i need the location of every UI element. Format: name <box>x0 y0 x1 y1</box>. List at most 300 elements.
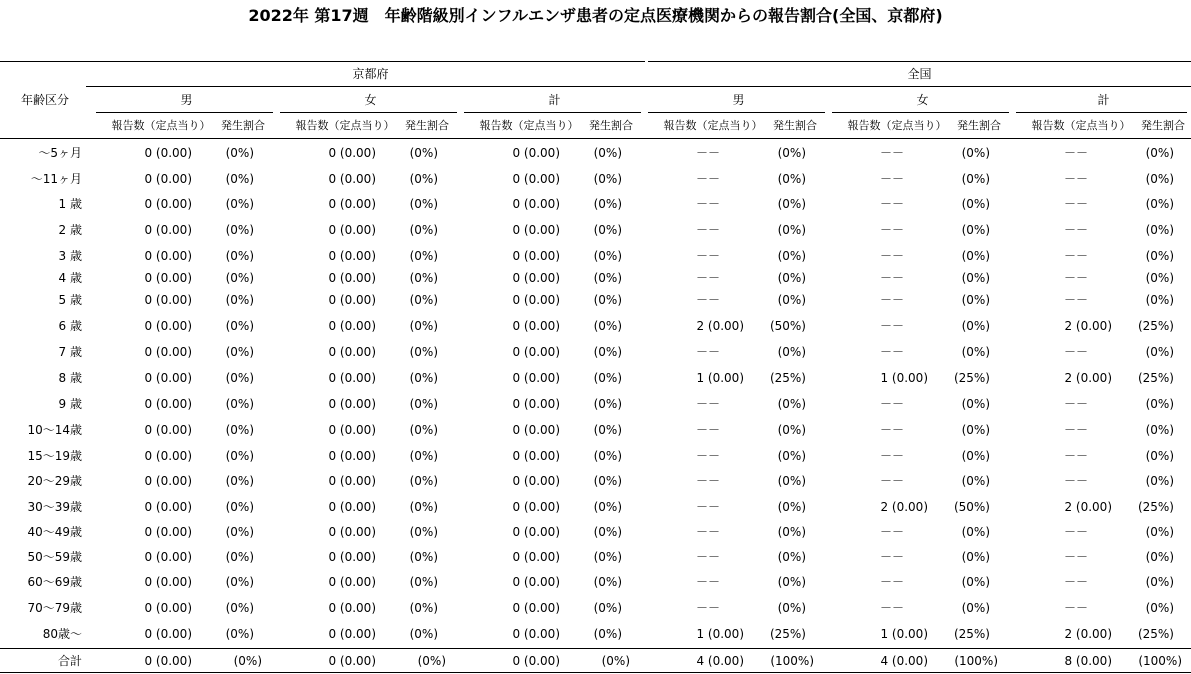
report-count: －－ <box>1063 423 1088 437</box>
sub-header-report: 報告数（定点当り） <box>1031 119 1131 132</box>
report-count: 0 (0.00) <box>144 449 192 463</box>
age-label: 60〜69歳 <box>27 575 82 589</box>
occurrence-rate: (0%) <box>593 525 622 539</box>
sex-header: 女 <box>364 93 377 107</box>
occurrence-rate: (0%) <box>225 146 254 160</box>
report-count: －－ <box>695 293 720 307</box>
occurrence-rate: (0%) <box>593 371 622 385</box>
sex-header: 男 <box>732 93 745 107</box>
report-count: 0 (0.00) <box>512 172 560 186</box>
report-count: －－ <box>879 525 904 539</box>
occurrence-rate: (0%) <box>225 319 254 333</box>
report-count: －－ <box>879 449 904 463</box>
occurrence-rate: (0%) <box>225 423 254 437</box>
report-count: 0 (0.00) <box>144 172 192 186</box>
report-count: 0 (0.00) <box>512 249 560 263</box>
occurrence-rate: (50%) <box>953 500 990 514</box>
report-count: 0 (0.00) <box>144 371 192 385</box>
report-count: 0 (0.00) <box>144 627 192 641</box>
age-label: 6 歳 <box>58 319 82 333</box>
occurrence-rate: (0%) <box>1145 474 1174 488</box>
sub-header-rate: 発生割合 <box>221 119 265 132</box>
occurrence-rate: (0%) <box>409 293 438 307</box>
occurrence-rate: (0%) <box>777 601 806 615</box>
occurrence-rate: (0%) <box>777 249 806 263</box>
occurrence-rate: (0%) <box>409 249 438 263</box>
occurrence-rate: (0%) <box>409 197 438 211</box>
report-count: －－ <box>879 397 904 411</box>
report-count: －－ <box>695 271 720 285</box>
age-label: 40〜49歳 <box>27 525 82 539</box>
occurrence-rate: (0%) <box>593 575 622 589</box>
occurrence-rate: (0%) <box>409 423 438 437</box>
report-count: 0 (0.00) <box>512 223 560 237</box>
report-count: 0 (0.00) <box>512 271 560 285</box>
report-count: 0 (0.00) <box>144 223 192 237</box>
occurrence-rate: (0%) <box>1145 293 1174 307</box>
report-count: 0 (0.00) <box>144 146 192 160</box>
report-count: －－ <box>879 223 904 237</box>
sub-header-report: 報告数（定点当り） <box>295 119 395 132</box>
report-count: －－ <box>695 525 720 539</box>
occurrence-rate: (0%) <box>1145 249 1174 263</box>
age-label: 1 歳 <box>58 197 82 211</box>
occurrence-rate: (0%) <box>593 197 622 211</box>
report-count: 0 (0.00) <box>144 397 192 411</box>
occurrence-rate: (0%) <box>409 627 438 641</box>
age-label: 10〜14歳 <box>27 423 82 437</box>
report-count: －－ <box>1063 249 1088 263</box>
report-count: －－ <box>695 197 720 211</box>
occurrence-rate: (50%) <box>769 319 806 333</box>
occurrence-rate: (0%) <box>409 319 438 333</box>
report-count: 0 (0.00) <box>144 293 192 307</box>
report-count: 1 (0.00) <box>880 371 928 385</box>
occurrence-rate: (0%) <box>593 449 622 463</box>
report-count: －－ <box>1063 345 1088 359</box>
occurrence-rate: (0%) <box>777 172 806 186</box>
occurrence-rate: (25%) <box>769 371 806 385</box>
report-count: 0 (0.00) <box>144 319 192 333</box>
occurrence-rate: (0%) <box>777 293 806 307</box>
occurrence-rate: (0%) <box>593 146 622 160</box>
occurrence-rate: (0%) <box>1145 550 1174 564</box>
report-count: 2 (0.00) <box>1064 627 1112 641</box>
occurrence-rate: (25%) <box>953 371 990 385</box>
occurrence-rate: (0%) <box>961 449 990 463</box>
report-count: －－ <box>1063 525 1088 539</box>
total-report-count: 0 (0.00) <box>512 654 560 668</box>
occurrence-rate: (0%) <box>225 271 254 285</box>
sub-header-rate: 発生割合 <box>405 119 449 132</box>
total-report-count: 4 (0.00) <box>696 654 744 668</box>
occurrence-rate: (0%) <box>225 601 254 615</box>
occurrence-rate: (0%) <box>1145 271 1174 285</box>
report-count: 0 (0.00) <box>144 500 192 514</box>
occurrence-rate: (0%) <box>409 575 438 589</box>
report-count: －－ <box>695 500 720 514</box>
age-label: 9 歳 <box>58 397 82 411</box>
report-count: －－ <box>1063 575 1088 589</box>
occurrence-rate: (0%) <box>777 575 806 589</box>
report-count: 0 (0.00) <box>328 293 376 307</box>
occurrence-rate: (25%) <box>1137 627 1174 641</box>
sub-header-rate: 発生割合 <box>1141 119 1185 132</box>
occurrence-rate: (25%) <box>1137 500 1174 514</box>
total-occurrence-rate: (100%) <box>770 654 814 668</box>
sub-header-report: 報告数（定点当り） <box>111 119 211 132</box>
occurrence-rate: (0%) <box>961 575 990 589</box>
report-count: 0 (0.00) <box>512 575 560 589</box>
age-label: 20〜29歳 <box>27 474 82 488</box>
occurrence-rate: (0%) <box>225 550 254 564</box>
sub-header-report: 報告数（定点当り） <box>479 119 579 132</box>
occurrence-rate: (0%) <box>961 601 990 615</box>
sex-header: 計 <box>548 93 561 107</box>
region-rule <box>638 86 1191 87</box>
sub-header-report: 報告数（定点当り） <box>847 119 947 132</box>
report-count: 0 (0.00) <box>328 627 376 641</box>
occurrence-rate: (0%) <box>1145 601 1174 615</box>
report-count: 0 (0.00) <box>328 271 376 285</box>
report-count: 0 (0.00) <box>512 601 560 615</box>
occurrence-rate: (0%) <box>409 345 438 359</box>
report-count: －－ <box>879 146 904 160</box>
report-count: 0 (0.00) <box>512 627 560 641</box>
occurrence-rate: (0%) <box>409 525 438 539</box>
age-label: 〜11ヶ月 <box>30 172 82 186</box>
occurrence-rate: (0%) <box>961 319 990 333</box>
occurrence-rate: (0%) <box>225 223 254 237</box>
sex-rule <box>96 112 273 113</box>
report-count: 0 (0.00) <box>512 449 560 463</box>
occurrence-rate: (0%) <box>593 345 622 359</box>
region-header: 京都府 <box>352 67 389 81</box>
occurrence-rate: (0%) <box>593 293 622 307</box>
report-count: －－ <box>695 345 720 359</box>
occurrence-rate: (0%) <box>1145 197 1174 211</box>
report-count: 1 (0.00) <box>880 627 928 641</box>
report-count: 0 (0.00) <box>512 525 560 539</box>
occurrence-rate: (0%) <box>409 397 438 411</box>
report-count: 0 (0.00) <box>512 550 560 564</box>
sub-header-report: 報告数（定点当り） <box>663 119 763 132</box>
occurrence-rate: (0%) <box>777 474 806 488</box>
occurrence-rate: (0%) <box>961 550 990 564</box>
report-count: －－ <box>879 271 904 285</box>
report-count: 0 (0.00) <box>144 525 192 539</box>
report-count: 0 (0.00) <box>512 197 560 211</box>
occurrence-rate: (0%) <box>777 271 806 285</box>
total-occurrence-rate: (100%) <box>954 654 998 668</box>
occurrence-rate: (0%) <box>225 525 254 539</box>
sub-header-rate: 発生割合 <box>957 119 1001 132</box>
report-count: －－ <box>879 249 904 263</box>
occurrence-rate: (0%) <box>225 449 254 463</box>
report-count: －－ <box>695 474 720 488</box>
age-label: 8 歳 <box>58 371 82 385</box>
occurrence-rate: (0%) <box>961 172 990 186</box>
report-count: －－ <box>879 423 904 437</box>
report-count: －－ <box>1063 601 1088 615</box>
occurrence-rate: (0%) <box>593 223 622 237</box>
report-count: 0 (0.00) <box>144 197 192 211</box>
occurrence-rate: (0%) <box>777 449 806 463</box>
report-count: －－ <box>695 249 720 263</box>
occurrence-rate: (0%) <box>225 249 254 263</box>
age-label: 2 歳 <box>58 223 82 237</box>
total-occurrence-rate: (100%) <box>1138 654 1182 668</box>
occurrence-rate: (0%) <box>1145 575 1174 589</box>
age-label: 7 歳 <box>58 345 82 359</box>
page-title: 2022年 第17週 年齢階級別インフルエンザ患者の定点医療機関からの報告割合(全国、京都府) <box>248 6 943 25</box>
report-count: －－ <box>1063 449 1088 463</box>
sub-header-rate: 発生割合 <box>773 119 817 132</box>
age-label: 〜5ヶ月 <box>38 146 82 160</box>
report-count: 0 (0.00) <box>328 371 376 385</box>
occurrence-rate: (0%) <box>593 500 622 514</box>
header-bottom-rule <box>0 138 1191 139</box>
occurrence-rate: (0%) <box>593 172 622 186</box>
total-report-count: 4 (0.00) <box>880 654 928 668</box>
sex-rule <box>832 112 1009 113</box>
occurrence-rate: (0%) <box>409 601 438 615</box>
occurrence-rate: (0%) <box>225 371 254 385</box>
report-count: 0 (0.00) <box>328 146 376 160</box>
age-label: 4 歳 <box>58 271 82 285</box>
report-count: 0 (0.00) <box>144 249 192 263</box>
report-count: 1 (0.00) <box>696 371 744 385</box>
report-count: －－ <box>879 601 904 615</box>
occurrence-rate: (0%) <box>961 525 990 539</box>
occurrence-rate: (0%) <box>409 223 438 237</box>
occurrence-rate: (0%) <box>409 271 438 285</box>
sex-rule <box>464 112 641 113</box>
occurrence-rate: (0%) <box>409 500 438 514</box>
report-count: 0 (0.00) <box>512 397 560 411</box>
occurrence-rate: (0%) <box>961 345 990 359</box>
report-count: 2 (0.00) <box>1064 371 1112 385</box>
sex-header: 計 <box>1097 93 1110 107</box>
occurrence-rate: (0%) <box>777 345 806 359</box>
occurrence-rate: (0%) <box>593 550 622 564</box>
occurrence-rate: (0%) <box>593 319 622 333</box>
report-count: 0 (0.00) <box>328 525 376 539</box>
occurrence-rate: (0%) <box>225 474 254 488</box>
occurrence-rate: (25%) <box>1137 371 1174 385</box>
occurrence-rate: (0%) <box>961 223 990 237</box>
occurrence-rate: (0%) <box>777 500 806 514</box>
occurrence-rate: (0%) <box>409 146 438 160</box>
total-occurrence-rate: (0%) <box>417 654 446 668</box>
report-count: 0 (0.00) <box>328 397 376 411</box>
report-count: 0 (0.00) <box>328 223 376 237</box>
occurrence-rate: (0%) <box>1145 423 1174 437</box>
sex-rule <box>648 112 825 113</box>
occurrence-rate: (0%) <box>1145 345 1174 359</box>
occurrence-rate: (0%) <box>225 293 254 307</box>
report-count: －－ <box>695 423 720 437</box>
occurrence-rate: (0%) <box>225 575 254 589</box>
report-count: －－ <box>695 172 720 186</box>
occurrence-rate: (0%) <box>225 627 254 641</box>
bottom-rule <box>0 672 1191 673</box>
report-count: －－ <box>879 345 904 359</box>
report-count: 0 (0.00) <box>328 319 376 333</box>
age-label: 5 歳 <box>58 293 82 307</box>
report-count: 0 (0.00) <box>328 575 376 589</box>
sex-header: 女 <box>916 93 929 107</box>
occurrence-rate: (25%) <box>1137 319 1174 333</box>
occurrence-rate: (0%) <box>961 397 990 411</box>
report-count: 0 (0.00) <box>512 371 560 385</box>
report-count: －－ <box>1063 172 1088 186</box>
report-count: －－ <box>695 550 720 564</box>
occurrence-rate: (0%) <box>1145 525 1174 539</box>
report-count: －－ <box>879 197 904 211</box>
report-count: 0 (0.00) <box>512 319 560 333</box>
occurrence-rate: (0%) <box>593 474 622 488</box>
occurrence-rate: (0%) <box>593 249 622 263</box>
occurrence-rate: (0%) <box>1145 449 1174 463</box>
header-top-rule <box>0 61 645 62</box>
report-count: 2 (0.00) <box>880 500 928 514</box>
occurrence-rate: (0%) <box>777 423 806 437</box>
header-top-rule <box>648 61 1191 62</box>
occurrence-rate: (0%) <box>225 197 254 211</box>
report-count: －－ <box>1063 271 1088 285</box>
occurrence-rate: (0%) <box>777 525 806 539</box>
occurrence-rate: (0%) <box>961 474 990 488</box>
occurrence-rate: (0%) <box>409 371 438 385</box>
occurrence-rate: (0%) <box>961 293 990 307</box>
report-count: 0 (0.00) <box>512 474 560 488</box>
report-count: 1 (0.00) <box>696 627 744 641</box>
sex-rule <box>1016 112 1187 113</box>
report-count: －－ <box>695 449 720 463</box>
report-count: 0 (0.00) <box>512 293 560 307</box>
report-count: 0 (0.00) <box>512 345 560 359</box>
occurrence-rate: (0%) <box>225 397 254 411</box>
report-count: 0 (0.00) <box>144 550 192 564</box>
report-count: 2 (0.00) <box>1064 319 1112 333</box>
report-count: 0 (0.00) <box>144 601 192 615</box>
age-label: 80歳〜 <box>42 627 82 641</box>
report-count: －－ <box>1063 293 1088 307</box>
occurrence-rate: (0%) <box>961 423 990 437</box>
report-count: －－ <box>879 319 904 333</box>
age-label: 70〜79歳 <box>27 601 82 615</box>
report-count: 0 (0.00) <box>328 423 376 437</box>
total-occurrence-rate: (0%) <box>233 654 262 668</box>
occurrence-rate: (0%) <box>593 423 622 437</box>
occurrence-rate: (0%) <box>409 172 438 186</box>
total-label: 合計 <box>57 654 82 668</box>
report-count: 0 (0.00) <box>144 575 192 589</box>
occurrence-rate: (0%) <box>777 397 806 411</box>
report-count: 0 (0.00) <box>328 172 376 186</box>
report-count: 0 (0.00) <box>328 601 376 615</box>
report-count: 0 (0.00) <box>512 146 560 160</box>
occurrence-rate: (0%) <box>777 146 806 160</box>
occurrence-rate: (0%) <box>777 197 806 211</box>
report-count: －－ <box>695 601 720 615</box>
report-count: 0 (0.00) <box>328 345 376 359</box>
report-count: －－ <box>879 172 904 186</box>
occurrence-rate: (0%) <box>961 197 990 211</box>
age-label: 3 歳 <box>58 249 82 263</box>
report-count: 0 (0.00) <box>144 423 192 437</box>
occurrence-rate: (0%) <box>593 271 622 285</box>
age-column-header: 年齢区分 <box>20 93 69 107</box>
occurrence-rate: (0%) <box>1145 223 1174 237</box>
report-count: －－ <box>879 474 904 488</box>
report-count: －－ <box>695 223 720 237</box>
report-count: 0 (0.00) <box>328 500 376 514</box>
report-count: 0 (0.00) <box>144 271 192 285</box>
report-count: －－ <box>1063 146 1088 160</box>
report-count: 2 (0.00) <box>1064 500 1112 514</box>
age-label: 15〜19歳 <box>27 449 82 463</box>
total-occurrence-rate: (0%) <box>601 654 630 668</box>
region-rule <box>86 86 645 87</box>
occurrence-rate: (0%) <box>777 550 806 564</box>
report-count: －－ <box>879 293 904 307</box>
occurrence-rate: (0%) <box>593 627 622 641</box>
report-count: －－ <box>879 550 904 564</box>
occurrence-rate: (0%) <box>409 550 438 564</box>
occurrence-rate: (0%) <box>961 249 990 263</box>
occurrence-rate: (0%) <box>225 172 254 186</box>
report-count: －－ <box>1063 474 1088 488</box>
report-count: 0 (0.00) <box>328 449 376 463</box>
report-count: 0 (0.00) <box>328 249 376 263</box>
report-count: －－ <box>695 397 720 411</box>
report-count: －－ <box>1063 197 1088 211</box>
report-count: 2 (0.00) <box>696 319 744 333</box>
occurrence-rate: (0%) <box>409 449 438 463</box>
age-label: 50〜59歳 <box>27 550 82 564</box>
report-count: 0 (0.00) <box>512 423 560 437</box>
report-count: 0 (0.00) <box>512 500 560 514</box>
occurrence-rate: (0%) <box>225 500 254 514</box>
total-rule <box>0 648 1191 649</box>
occurrence-rate: (0%) <box>1145 397 1174 411</box>
occurrence-rate: (0%) <box>593 397 622 411</box>
occurrence-rate: (0%) <box>225 345 254 359</box>
total-report-count: 8 (0.00) <box>1064 654 1112 668</box>
report-count: 0 (0.00) <box>328 474 376 488</box>
occurrence-rate: (0%) <box>593 601 622 615</box>
age-label: 30〜39歳 <box>27 500 82 514</box>
report-count: 0 (0.00) <box>144 474 192 488</box>
report-count: －－ <box>879 575 904 589</box>
occurrence-rate: (0%) <box>1145 172 1174 186</box>
report-count: －－ <box>1063 550 1088 564</box>
sex-rule <box>280 112 457 113</box>
report-count: 0 (0.00) <box>144 345 192 359</box>
region-header: 全国 <box>907 67 932 81</box>
report-count: －－ <box>695 575 720 589</box>
occurrence-rate: (0%) <box>961 271 990 285</box>
occurrence-rate: (0%) <box>777 223 806 237</box>
sex-header: 男 <box>180 93 193 107</box>
report-count: －－ <box>1063 397 1088 411</box>
sub-header-rate: 発生割合 <box>589 119 633 132</box>
report-count: －－ <box>695 146 720 160</box>
report-count: －－ <box>1063 223 1088 237</box>
occurrence-rate: (0%) <box>1145 146 1174 160</box>
